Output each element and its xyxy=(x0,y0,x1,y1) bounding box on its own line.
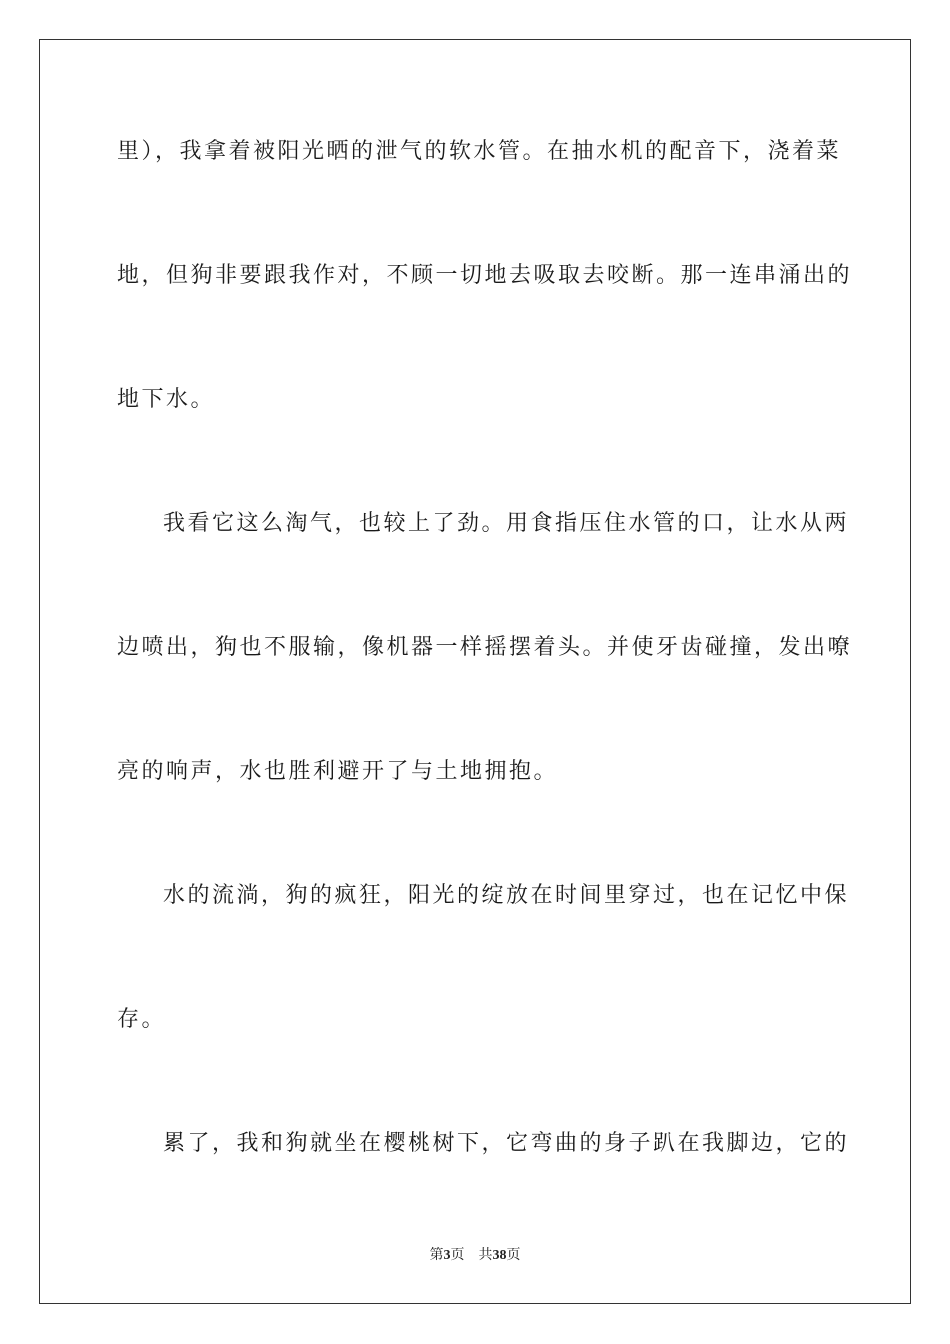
body-line-7: 水的流淌，狗的疯狂，阳光的绽放在时间里穿过，也在记忆中保 xyxy=(163,883,850,908)
total-prefix: 共 xyxy=(478,1247,493,1263)
body-line-6: 亮的响声，水也胜利避开了与土地拥抱。 xyxy=(117,759,559,784)
total-suffix: 页 xyxy=(506,1247,521,1263)
page-prefix: 第 xyxy=(429,1247,444,1263)
body-line-5: 边喷出，狗也不服输，像机器一样摇摆着头。并使牙齿碰撞，发出嘹 xyxy=(117,635,853,660)
body-line-4: 我看它这么淘气，也较上了劲。用食指压住水管的口，让水从两 xyxy=(163,511,850,536)
body-line-3: 地下水。 xyxy=(117,387,216,412)
body-line-2: 地，但狗非要跟我作对，不顾一切地去吸取去咬断。那一连串涌出的 xyxy=(117,263,853,288)
total-pages: 38 xyxy=(492,1248,507,1263)
page-number: 3 xyxy=(443,1248,451,1263)
body-line-1: 里），我拿着被阳光晒的泄气的软水管。在抽水机的配音下，浇着菜 xyxy=(117,139,842,164)
page-suffix: 页 xyxy=(450,1247,465,1263)
body-line-8: 存。 xyxy=(117,1007,167,1032)
body-line-9: 累了，我和狗就坐在樱桃树下，它弯曲的身子趴在我脚边，它的 xyxy=(163,1131,850,1156)
page-border xyxy=(39,39,911,1304)
page-footer xyxy=(0,1246,950,1265)
